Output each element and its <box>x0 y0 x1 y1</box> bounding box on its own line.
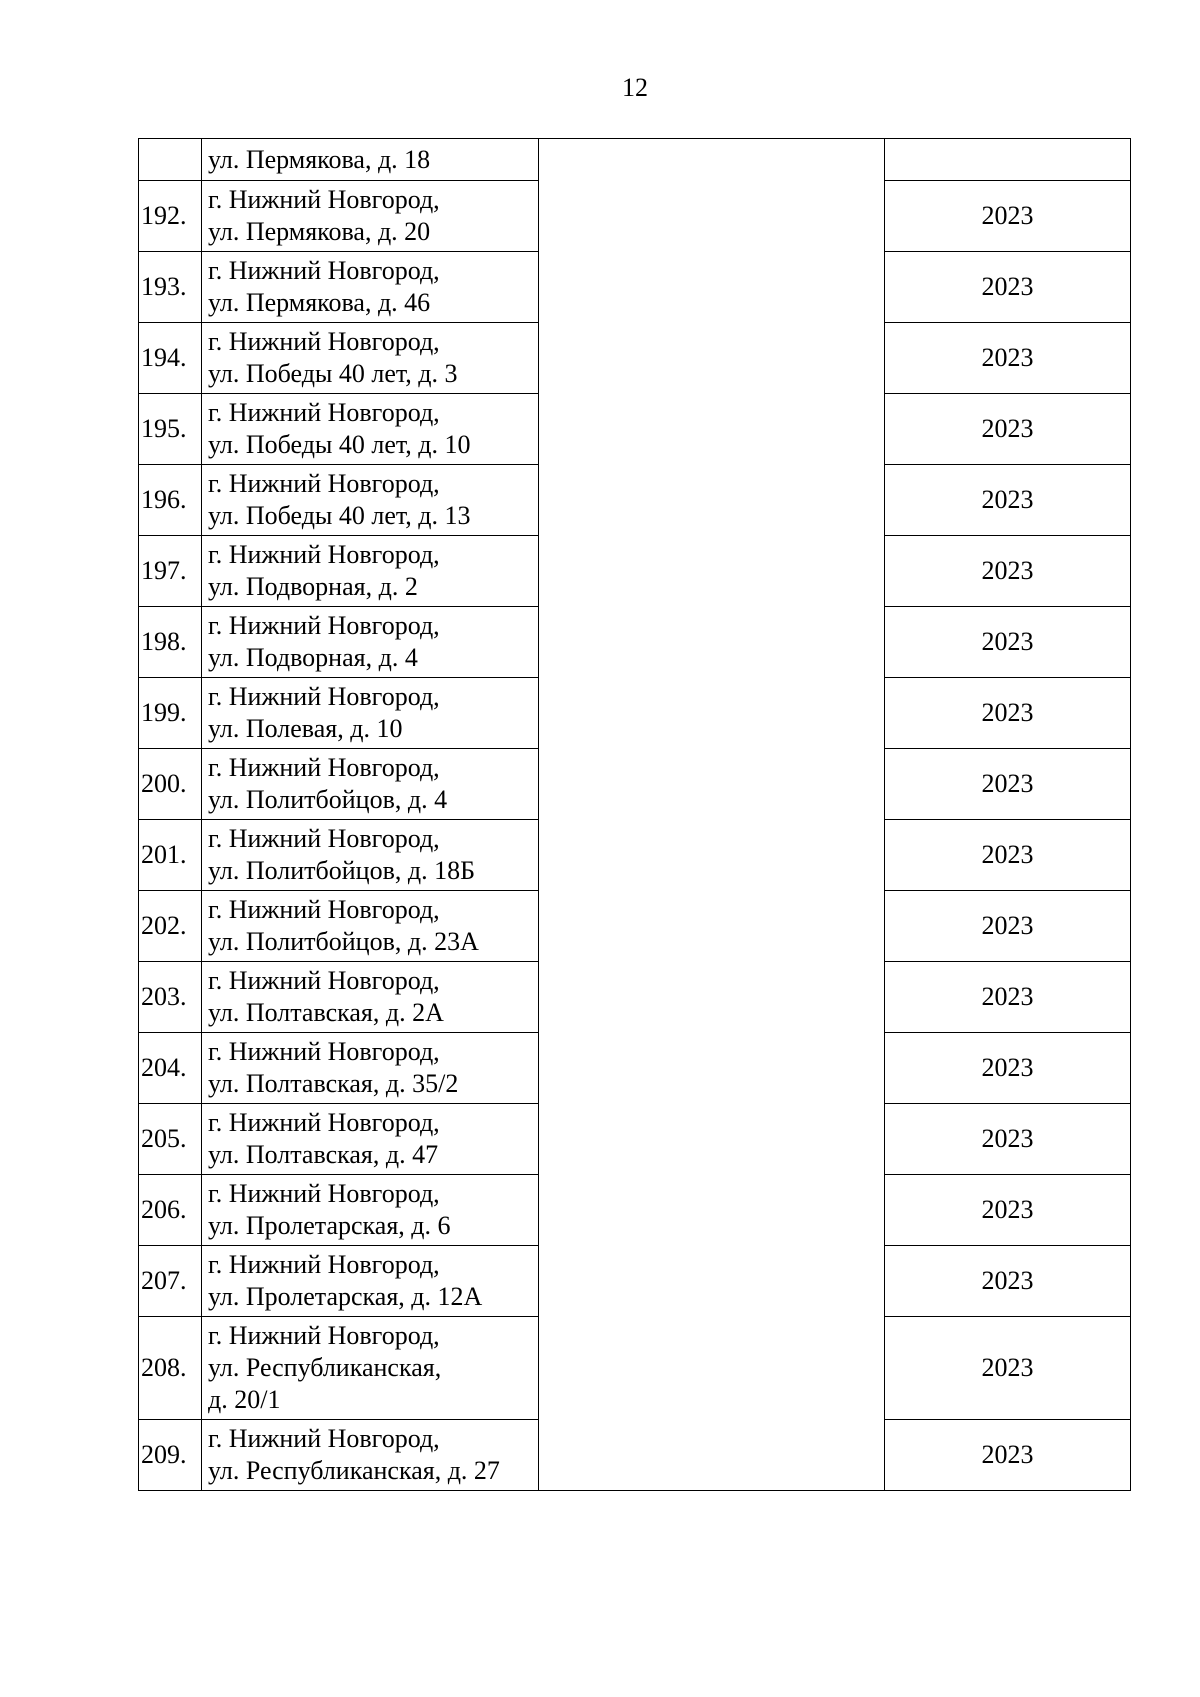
address-line: ул. Полтавская, д. 47 <box>208 1140 439 1169</box>
address-line: г. Нижний Новгород, <box>208 966 440 995</box>
year-cell: 2023 <box>885 1420 1131 1491</box>
year-cell: 2023 <box>885 1246 1131 1317</box>
address-line: г. Нижний Новгород, <box>208 1108 440 1137</box>
address-cell <box>202 1420 539 1491</box>
address-cell <box>202 394 539 465</box>
row-number: 199. <box>139 678 202 749</box>
address-line: г. Нижний Новгород, <box>208 327 440 356</box>
year-cell: 2023 <box>885 465 1131 536</box>
address-table-body <box>139 139 1131 1491</box>
merged-empty-cell <box>539 139 885 1491</box>
address-line: ул. Полтавская, д. 2А <box>208 998 444 1027</box>
year-cell: 2023 <box>885 323 1131 394</box>
row-number <box>139 139 202 181</box>
row-number: 206. <box>139 1175 202 1246</box>
row-number: 198. <box>139 607 202 678</box>
address-line: г. Нижний Новгород, <box>208 895 440 924</box>
page-number: 12 <box>622 73 648 102</box>
address-line: ул. Пролетарская, д. 6 <box>208 1211 451 1240</box>
address-line: г. Нижний Новгород, <box>208 824 440 853</box>
address-line: ул. Политбойцов, д. 23А <box>208 927 479 956</box>
address-line: ул. Республиканская, <box>208 1353 442 1382</box>
address-table <box>138 138 1131 1491</box>
year-cell: 2023 <box>885 1175 1131 1246</box>
address-cell <box>202 252 539 323</box>
address-line: ул. Победы 40 лет, д. 13 <box>208 501 471 530</box>
address-cell <box>202 891 539 962</box>
address-line: г. Нижний Новгород, <box>208 1179 440 1208</box>
year-cell: 2023 <box>885 607 1131 678</box>
year-cell: 2023 <box>885 394 1131 465</box>
address-line: ул. Победы 40 лет, д. 10 <box>208 430 471 459</box>
address-line: г. Нижний Новгород, <box>208 540 440 569</box>
year-cell: 2023 <box>885 181 1131 252</box>
year-cell: 2023 <box>885 536 1131 607</box>
address-line: г. Нижний Новгород, <box>208 1424 440 1453</box>
row-number: 196. <box>139 465 202 536</box>
address-line: г. Нижний Новгород, <box>208 682 440 711</box>
row-number: 207. <box>139 1246 202 1317</box>
address-line: ул. Республиканская, д. 27 <box>208 1456 500 1485</box>
address-cell <box>202 1246 539 1317</box>
year-cell: 2023 <box>885 252 1131 323</box>
row-number: 205. <box>139 1104 202 1175</box>
address-line: г. Нижний Новгород, <box>208 469 440 498</box>
address-line: ул. Пермякова, д. 18 <box>208 144 431 174</box>
address-line: ул. Полевая, д. 10 <box>208 714 403 743</box>
address-cell <box>202 678 539 749</box>
row-number: 202. <box>139 891 202 962</box>
address-cell <box>202 1175 539 1246</box>
year-cell: 2023 <box>885 678 1131 749</box>
address-cell <box>202 749 539 820</box>
year-cell: 2023 <box>885 891 1131 962</box>
year-cell: 2023 <box>885 1317 1131 1420</box>
address-line: г. Нижний Новгород, <box>208 611 440 640</box>
address-cell <box>202 536 539 607</box>
address-line: г. Нижний Новгород, <box>208 185 440 214</box>
address-line: г. Нижний Новгород, <box>208 753 440 782</box>
row-number: 203. <box>139 962 202 1033</box>
address-cell <box>202 962 539 1033</box>
year-cell: 2023 <box>885 749 1131 820</box>
year-cell <box>885 139 1131 181</box>
address-cell <box>202 181 539 252</box>
address-line: ул. Политбойцов, д. 18Б <box>208 856 476 885</box>
address-line: ул. Пермякова, д. 20 <box>208 217 431 246</box>
address-line: ул. Подворная, д. 2 <box>208 572 418 601</box>
year-cell: 2023 <box>885 820 1131 891</box>
address-line: ул. Политбойцов, д. 4 <box>208 785 448 814</box>
address-line: г. Нижний Новгород, <box>208 1250 440 1279</box>
row-number: 195. <box>139 394 202 465</box>
address-line: г. Нижний Новгород, <box>208 1321 440 1350</box>
row-number: 200. <box>139 749 202 820</box>
address-cell <box>202 1104 539 1175</box>
row-number: 208. <box>139 1317 202 1420</box>
address-cell <box>202 465 539 536</box>
address-cell <box>202 820 539 891</box>
address-line: ул. Победы 40 лет, д. 3 <box>208 359 458 388</box>
row-number: 204. <box>139 1033 202 1104</box>
address-cell <box>202 1033 539 1104</box>
year-cell: 2023 <box>885 1104 1131 1175</box>
address-cell <box>202 1317 539 1420</box>
year-cell: 2023 <box>885 1033 1131 1104</box>
address-line: г. Нижний Новгород, <box>208 398 440 427</box>
row-number: 197. <box>139 536 202 607</box>
row-number: 194. <box>139 323 202 394</box>
address-line: ул. Пролетарская, д. 12А <box>208 1282 483 1311</box>
row-number: 192. <box>139 181 202 252</box>
address-line: ул. Пермякова, д. 46 <box>208 288 431 317</box>
row-number: 193. <box>139 252 202 323</box>
table-row <box>139 139 1131 181</box>
address-cell <box>202 607 539 678</box>
address-line: г. Нижний Новгород, <box>208 256 440 285</box>
address-cell <box>202 323 539 394</box>
address-line: ул. Полтавская, д. 35/2 <box>208 1069 459 1098</box>
address-cell <box>202 139 539 181</box>
row-number: 209. <box>139 1420 202 1491</box>
row-number: 201. <box>139 820 202 891</box>
address-line: г. Нижний Новгород, <box>208 1037 440 1066</box>
address-line: ул. Подворная, д. 4 <box>208 643 418 672</box>
year-cell: 2023 <box>885 962 1131 1033</box>
address-line: д. 20/1 <box>208 1385 281 1414</box>
